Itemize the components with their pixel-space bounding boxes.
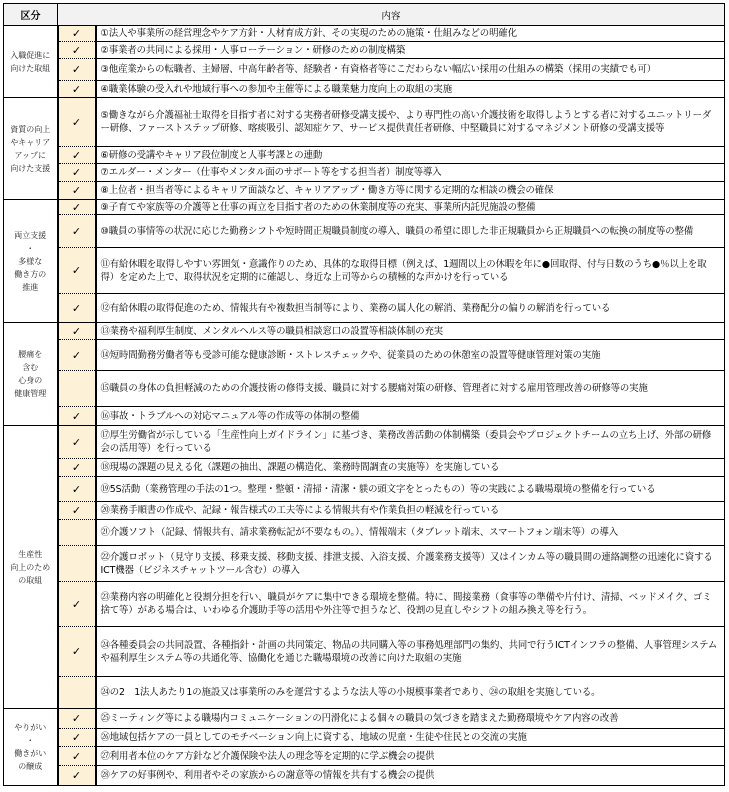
checkmark-icon: ✓ [71,27,82,40]
item-text: ⑰厚生労働省が示している「生産性向上ガイドライン」に基づき、業務改善活動の体制構築（委員会やプロジェクトチームの立ち上げ、外部の研修会の活用等）を行っている [96,426,725,459]
checkbox-cell[interactable] [58,42,96,59]
checkbox-cell[interactable] [58,248,96,294]
item-text: ②事業者の共同による採用・人事ローテーション・研修のための制度構築 [96,42,725,59]
checkmark-icon: ✓ [71,504,82,517]
checkbox-cell[interactable] [58,215,96,248]
checkmark-icon: ✓ [71,769,82,782]
item-text: ⑩職員の事情等の状況に応じた勤務シフトや短時間正規職員制度の導入、職員の希望に即した非正規職員から正規職員への転換の制度等の整備 [96,215,725,248]
checkmark-icon: ✓ [71,264,82,277]
checklist-row [4,248,725,294]
checklist-row [4,407,725,426]
checklist-row [4,200,725,215]
category-label: 資質の向上 やキャリア アップに 向けた支援 [4,98,58,200]
checkmark-icon: ✓ [71,409,82,423]
checklist-row [4,147,725,164]
header-category: 区分 [4,4,58,26]
checklist-table [3,3,725,786]
checklist-row [4,340,725,371]
item-text: ⑮職員の身体の負担軽減のための介護技術の修得支援、職員に対する腰痛対策の研修、管理者に対する雇用管理改善の研修等の実施 [96,371,725,407]
item-text: ③他産業からの転職者、主婦層、中高年齢者等、経験者・有資格者等にこだわらない幅広い採用の仕組みの構築（採用の実績でも可） [96,59,725,81]
checkmark-icon: ✓ [71,645,82,658]
checkbox-cell[interactable] [58,459,96,477]
item-text: ㉔の2 1法人あたり1の施設又は事業所のみを運営するような法人等の小規模事業者であり、㉔の取組を実施している。 [96,677,725,709]
item-text: ①法人や事業所の経営理念やケア方針・人材育成方針、その実現のための施策・仕組みなどの明確化 [96,26,725,42]
checklist-row [4,59,725,81]
checkbox-cell[interactable] [58,477,96,502]
checkmark-icon: ✓ [71,597,82,611]
checkmark-icon: ✓ [71,461,82,474]
checkbox-cell[interactable] [58,59,96,81]
item-text: ⑳業務手順書の作成や、記録・報告様式の工夫等による情報共有や作業負担の軽減を行っている [96,502,725,520]
item-text: ㉖地域包括ケアの一員としてのモチベーション向上に資する、地域の児童・生徒や住民との交流の実施 [96,729,725,747]
checklist-row [4,371,725,407]
checkmark-icon: ✓ [71,82,82,96]
item-text: ⑨子育てや家族等の介護等と仕事の両立を目指す者のための休業制度等の充実、事業所内託児施設の整備 [96,200,725,215]
item-text: ⑤働きながら介護福祉士取得を目指す者に対する実務者研修受講支援や、より専門性の高い介護技術を取得しようとする者に対するユニットリーダー研修、ファーストステップ研修、喀痰吸引、認知症ケア、サービス提供責任者研修、中堅職員に対するマネジメント研修の受講支援等 [96,98,725,147]
checkbox-cell[interactable] [58,182,96,200]
item-text: ⑭短時間勤務労働者等も受診可能な健康診断・ストレスチェックや、従業員のための休憩室の設置等健康管理対策の実施 [96,340,725,371]
checkbox-cell[interactable] [58,709,96,729]
checkbox-cell[interactable] [58,407,96,426]
item-text: ⑲5S活動（業務管理の手法の1つ。整理・整頓・清掃・清潔・躾の頭文字をとったもの）等の実践による職場環境の整備を行っている [96,477,725,502]
checklist-row [4,747,725,766]
category-label: 入職促進に 向けた取組 [4,26,58,98]
item-text: ㉕ミーティング等による職場内コミュニケーションの円滑化による個々の職員の気づきを踏まえた勤務環境やケア内容の改善 [96,709,725,729]
item-text: ⑫有給休暇の取得促進のため、情報共有や複数担当制等により、業務の属人化の解消、業務配分の偏りの解消を行っている [96,294,725,323]
checkmark-icon: ✓ [71,712,82,725]
checklist-row [4,546,725,582]
checkmark-icon: ✓ [71,348,82,362]
item-text: ㉗利用者本位のケア方針など介護保険や法人の理念等を定期的に学ぶ機会の提供 [96,747,725,766]
checklist-row [4,459,725,477]
checkbox-cell[interactable] [58,766,96,786]
item-text: ㉓業務内容の明確化と役割分担を行い、職員がケアに集中できる環境を整備。特に、間接業務（食事等の準備や片付け、清掃、ベッドメイク、ゴミ捨て等）がある場合は、いわゆる介護助手等の活用や外注等で担うなど、役割の見直しやシフトの組み換え等を行う。 [96,582,725,627]
checkbox-cell[interactable] [58,200,96,215]
checkbox-cell[interactable] [58,627,96,677]
checklist-row [4,294,725,323]
item-text: ㉒介護ロボット（見守り支援、移乗支援、移動支援、排泄支援、入浴支援、介護業務支援等）又はインカム等の職員間の連絡調整の迅速化に資するICT機器（ビジネスチャットツール含む）の導入 [96,546,725,582]
checkbox-cell[interactable] [58,164,96,182]
checklist-row [4,677,725,709]
checkmark-icon: ✓ [71,184,82,197]
item-text: ㉔各種委員会の共同設置、各種指針・計画の共同策定、物品の共同購入等の事務処理部門の集約、共同で行うICTインフラの整備、人事管理システムや福利厚生システム等の共通化等、協働化を通じた職場環境の改善に向けた取組の実施 [96,627,725,677]
checkmark-icon: ✓ [71,482,82,496]
checkmark-icon: ✓ [71,749,82,763]
checklist-row [4,582,725,627]
checklist-row [4,766,725,786]
checkbox-cell[interactable] [58,323,96,340]
checklist-row [4,26,725,42]
checkbox-cell[interactable] [58,426,96,459]
item-text: ⑱現場の課題の見える化（課題の抽出、課題の構造化、業務時間調査の実施等）を実施している [96,459,725,477]
checkmark-icon: ✓ [71,200,82,214]
checklist-row [4,520,725,546]
checklist-row [4,426,725,459]
checkbox-cell[interactable] [58,546,96,582]
checklist-row [4,627,725,677]
checkbox-cell[interactable] [58,747,96,766]
category-label: 両立支援 ・ 多様な 働き方の 推進 [4,200,58,323]
item-text: ⑯事故・トラブルへの対応マニュアル等の作成等の体制の整備 [96,407,725,426]
category-label: やりがい ・ 働きがい の醸成 [4,709,58,786]
checkmark-icon: ✓ [71,301,82,315]
item-text: ㉑介護ソフト（記録、情報共有、請求業務転記が不要なもの。）、情報端末（タブレット端末、スマートフォン端末等）の導入 [96,520,725,546]
checkmark-icon: ✓ [71,43,82,57]
item-text: ④職業体験の受入れや地域行事への参加や主催等による職業魅力度向上の取組の実施 [96,81,725,98]
checklist-row [4,709,725,729]
header-row [4,4,725,26]
checkmark-icon: ✓ [71,324,82,338]
header-content: 内容 [58,4,725,26]
item-text: ⑬業務や福利厚生制度、メンタルヘルス等の職員相談窓口の設置等相談体制の充実 [96,323,725,340]
item-text: ⑧上位者・担当者等によるキャリア面談など、キャリアアップ・働き方等に関する定期的な相談の機会の確保 [96,182,725,200]
checkbox-cell[interactable] [58,520,96,546]
checkmark-icon: ✓ [71,435,82,449]
checkbox-cell[interactable] [58,98,96,147]
checkbox-cell[interactable] [58,371,96,407]
checklist-row [4,42,725,59]
checkbox-cell[interactable] [58,81,96,98]
checkbox-cell[interactable] [58,26,96,42]
checklist-row [4,477,725,502]
checkbox-cell[interactable] [58,147,96,164]
checkbox-cell[interactable] [58,729,96,747]
item-text: ㉘ケアの好事例や、利用者やその家族からの謝意等の情報を共有する機会の提供 [96,766,725,786]
checklist-row [4,98,725,147]
checkmark-icon: ✓ [71,731,82,744]
item-text: ⑥研修の受講やキャリア段位制度と人事考課との連動 [96,147,725,164]
checkmark-icon: ✓ [71,115,82,129]
checkbox-cell[interactable] [58,294,96,323]
category-label: 腰痛を 含む 心身の 健康管理 [4,323,58,426]
checkmark-icon: ✓ [71,166,82,179]
checkbox-cell[interactable] [58,340,96,371]
checklist-row [4,323,725,340]
checklist-row [4,164,725,182]
item-text: ⑪有給休暇を取得しやすい雰囲気・意識作りのため、具体的な取得目標（例えば、1週間以上の休暇を年に●回取得、付与日数のうち●％以上を取得）を定めた上で、取得状況を定期的に確認し、身近な上司等からの積極的な声かけを行っている [96,248,725,294]
checklist-row [4,81,725,98]
checkbox-cell[interactable] [58,582,96,627]
category-label: 生産性 向上のため の取組 [4,426,58,709]
item-text: ⑦エルダー・メンター（仕事やメンタル面のサポート等をする担当者）制度等導入 [96,164,725,182]
checklist-row [4,182,725,200]
checklist-row [4,729,725,747]
checkmark-icon: ✓ [71,148,82,162]
checkbox-cell[interactable] [58,502,96,520]
checklist-row [4,215,725,248]
checkmark-icon: ✓ [71,63,82,76]
checklist-row [4,502,725,520]
checklist-body [4,26,725,786]
checkbox-cell[interactable] [58,677,96,709]
checkmark-icon: ✓ [71,224,82,238]
